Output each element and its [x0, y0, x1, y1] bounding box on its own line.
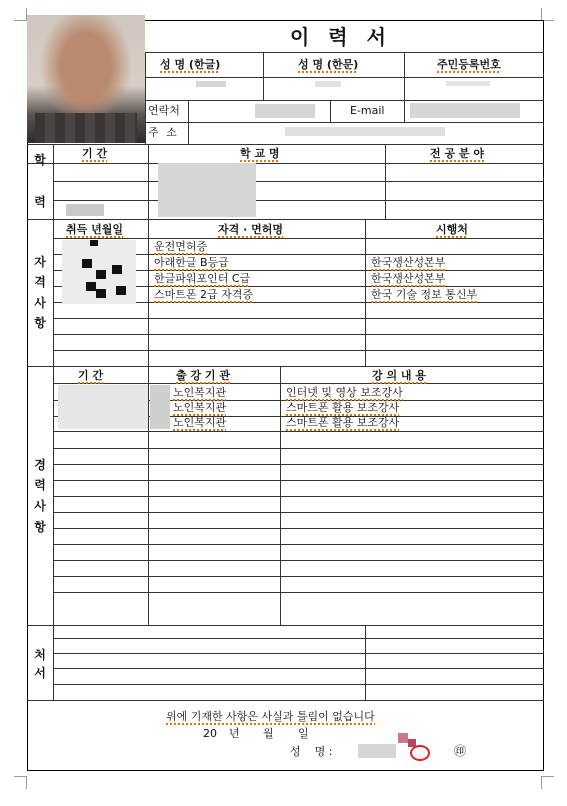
redacted-address	[285, 127, 445, 136]
cert-name-4: 스마트폰 2급 자격증	[154, 288, 253, 301]
career-institution-1: 노인복지관	[173, 386, 227, 399]
redacted-resident-id	[446, 81, 490, 86]
date-year: 20	[203, 727, 217, 740]
date-month-unit: 월	[263, 727, 274, 740]
contact-label: 연락처	[148, 104, 180, 117]
name-korean-label: 성 명 (한글)	[160, 58, 221, 71]
cert-name-3: 한글파워포인터 C급	[154, 272, 251, 285]
redacted-email	[410, 103, 520, 118]
edu-period-header: 기 간	[82, 147, 108, 160]
cert-side-label-2: 격	[34, 275, 46, 289]
career-content-header: 강 의 내 용	[372, 369, 426, 382]
redacted-name	[196, 81, 226, 87]
redacted-contact	[255, 104, 315, 118]
cert-side-label-3: 사	[34, 296, 46, 310]
cert-name-2: 아래한글 B등급	[154, 256, 229, 269]
email-label: E-mail	[350, 104, 385, 117]
declaration-statement: 위에 기재한 사항은 사실과 틀림이 없습니다	[166, 710, 375, 723]
career-side-label-2: 력	[34, 478, 46, 492]
cert-date-header: 취득 년월일	[66, 223, 123, 236]
date-day-unit: 일	[298, 727, 309, 740]
career-institution-header: 출 강 기 관	[176, 369, 230, 382]
career-institution-2: 노인복지관	[173, 401, 227, 414]
crop-mark-top-left	[14, 8, 27, 21]
cert-side-label-4: 항	[34, 316, 46, 330]
edu-major-header: 전 공 분 야	[430, 147, 484, 160]
date-year-unit: 년	[229, 727, 240, 740]
name-hanja-label: 성 명 (한문)	[298, 58, 359, 71]
education-side-label-2: 력	[34, 195, 46, 209]
cert-name-1: 운전면허증	[154, 240, 208, 253]
redacted-career-periods	[58, 385, 148, 429]
signature-label: 성 명 :	[290, 745, 333, 758]
redacted-school-names	[158, 163, 256, 217]
reward-side-label-2: 서	[34, 666, 46, 680]
redacted-career-institution-prefix	[150, 385, 170, 429]
seal-mark: ㊞	[454, 744, 467, 758]
cert-issuer-header: 시행처	[436, 223, 468, 236]
cert-issuer-2: 한국생산성본부	[371, 256, 446, 269]
edu-school-header: 학 교 명	[240, 147, 280, 160]
cert-name-header: 자격 · 면허명	[218, 223, 283, 236]
crop-mark-bottom-left	[14, 776, 27, 789]
education-side-label-1: 학	[34, 153, 46, 167]
applicant-photo	[27, 15, 145, 143]
reward-side-label-1: 처	[34, 648, 46, 662]
career-content-2: 스마트폰 활용 보조강사	[286, 401, 400, 414]
career-content-3: 스마트폰 활용 보조강사	[286, 416, 400, 429]
cert-issuer-4: 한국 기술 정보 통신부	[371, 288, 478, 301]
seal-stamp	[398, 733, 432, 761]
redacted-hanja	[315, 81, 341, 87]
cert-side-label-1: 자	[34, 255, 46, 269]
career-side-label-1: 경	[34, 458, 46, 472]
career-side-label-4: 항	[34, 520, 46, 534]
redacted-signature-name	[358, 744, 396, 758]
career-side-label-3: 사	[34, 499, 46, 513]
document-title: 이 력 서	[290, 25, 392, 49]
address-label: 주 소	[148, 126, 179, 139]
career-content-1: 인터넷 및 영상 보조강사	[286, 386, 403, 399]
cert-issuer-3: 한국생산성본부	[371, 272, 446, 285]
career-institution-3: 노인복지관	[173, 416, 227, 429]
career-period-header: 기 간	[78, 369, 104, 382]
redacted-edu-period	[66, 204, 104, 216]
resident-id-label: 주민등록번호	[437, 58, 501, 71]
crop-mark-bottom-right	[541, 776, 554, 789]
